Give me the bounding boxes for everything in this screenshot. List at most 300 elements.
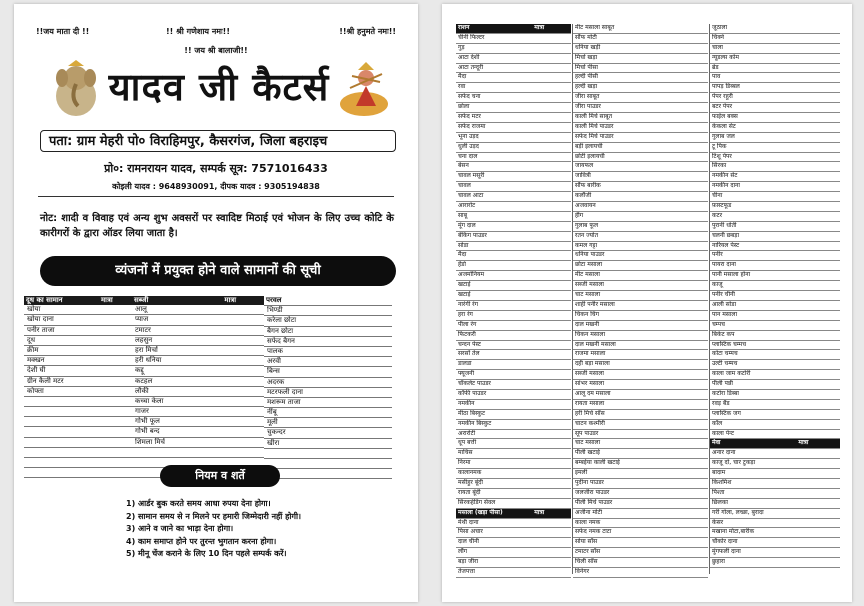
list-item [264,367,392,377]
rule-item: 1) आर्डर बुक करते समय आधा रुपया देना होगा। [126,499,271,508]
grid-item-label: छुहारा [712,558,725,566]
list-item-label: प्याज [135,315,149,324]
grid-item [710,291,840,301]
list-item [132,346,264,356]
grid-item-label: हल्दी खड़ा [575,83,598,91]
grid-item-label: पुदीना पाउडर [575,478,604,486]
grid-item-label: सफेद राजमा [458,122,486,130]
list-item-label: बैगन छोटा [267,326,294,335]
grid-item-label: मसीहुर बूंदी [458,478,483,486]
grid-item-label: पानी मसाला होना [712,271,751,279]
grid-item [710,400,840,410]
grid-item-label: मैदा [458,251,467,259]
list-item-label: खोया [27,305,41,314]
grid-item [710,489,840,499]
grid-item [710,24,840,34]
grid-item [710,390,840,400]
list-item [264,428,392,438]
grid-item [573,103,708,113]
address-label: पता: [49,134,73,149]
list-column-vegetables [132,296,264,478]
section-header-label: मसाला (खड़ा पीसा) [458,508,503,516]
grid-item-label: चावल [458,182,471,190]
grid-item-label: काला पेन्ट [712,429,735,437]
grid-item-label: चाट मसाला [575,439,601,447]
grid-item [456,410,571,420]
grid-item [710,172,840,182]
grid-item [710,538,840,548]
grid-item [710,222,840,232]
rules-title: नियम व शर्ते [160,465,280,487]
grid-item-label: धूप बत्ती [458,439,477,447]
grid-item [710,103,840,113]
grid-item-label: मुंगफली दाना [712,548,741,556]
grid-item [573,83,708,93]
list-item [24,397,134,407]
grid-item-label: चलनी छबड़ा [712,231,740,239]
grid-item [573,479,708,489]
grid-item-label: मीट मसाला साबूत [575,24,615,31]
grid-item [710,123,840,133]
grid-item-label: सब्जी मसाला [575,370,604,378]
grid-item [573,538,708,548]
grid-item [573,93,708,103]
grid-item-label: माचिस [458,449,473,457]
grid-section-header [710,439,840,449]
grid-item-label: जलजीरा पाउडर [575,488,610,496]
address-box [40,130,396,152]
list-item-label: गोभी फूल [135,417,160,426]
grid-item [573,360,708,370]
list-column-vegetables-2 [264,296,392,479]
grid-item [456,538,571,548]
grid-item-label: राजमा मसाला [575,350,606,358]
list-item [24,305,134,315]
grid-item-label: आलू दम मसाला [575,389,611,397]
grid-item [456,430,571,440]
grid-item-label: धनिया पाउडर [575,251,605,259]
grid-item [456,311,571,321]
list-item [264,408,392,418]
grid-item [573,271,708,281]
grid-item [456,301,571,311]
grid-item-label: कॉल [712,419,723,427]
grid-item-label: सोया सॉस [575,538,598,546]
grid-item-label: न्यूडल्स कोम [712,53,739,61]
list-item [24,346,134,356]
list-item-label: नींबू [267,408,277,417]
grid-item-label: छोटा मसाला [575,261,603,269]
grid-item [573,370,708,380]
grid-item [573,331,708,341]
grid-item-label: टिशू पेपर [712,152,732,160]
section-header-label: मेवा [712,439,721,447]
grid-item-label: लौंग [458,548,468,556]
grid-item-label: फाईल बक्स [712,113,738,121]
grid-item-label: सफेद नमक टाटा [575,528,612,536]
grid-item-label: शाही पनीर मसाला [575,300,615,308]
rule-item: 5) मीनू चेंज कराने के लिए 10 दिन पहले सम्पर्क करें। [126,549,287,558]
grid-item-label: काजू दो, चार टुकड़ा [712,459,756,467]
list-item [132,427,264,437]
list-item-label: कोफ्ता [27,386,44,395]
rule-item: 2) सामान समय से न मिलने पर हमारी जिम्मेदारी नहीं होगी। [126,511,302,521]
grid-item-label: बिकेट कप [712,330,735,338]
grid-item-label: पीली पन्नी [712,380,733,388]
grid-item [456,558,571,568]
list-item-label: देशी घी [27,366,46,375]
list-item [24,427,134,437]
list-item [132,336,264,346]
grid-item-label: खटाई [458,281,471,289]
list-header-label: दूध का सामान [26,296,63,304]
grid-item-label: रवड़ बैंड [712,399,730,407]
grid-item [573,182,708,192]
address-text: ग्राम मेहरी पो० विराहिमपुर, कैसरगंज, जिला बहराइच [76,134,328,149]
list-item-label: भिण्डी [267,306,283,315]
grid-item-label: गुड़ [458,43,465,51]
grid-item-label: बड़ी इलायची [575,142,603,150]
list-item [132,438,264,448]
blessing-right: !!श्री हनुमते नमः!! [339,27,396,36]
grid-item [573,192,708,202]
grid-item-label: काली मिर्च साबूत [575,113,613,121]
grid-item [573,212,708,222]
grid-item-label: चम्पच [712,320,725,328]
grid-item-label: अनार दाना [712,449,736,457]
grid-item-label: चॉकलेट पाउडर [458,380,491,388]
grid-item [710,350,840,360]
grid-item-label: चीनी फिल्टर [458,33,485,41]
grid-item [456,449,571,459]
list-header-qty: मात्रा [101,296,113,304]
grid-item-label: अजीना मोटी [575,508,603,516]
grid-item-label: चना दाल [458,152,478,160]
list-item [24,417,134,427]
grid-item-label: चिकन मसाला [575,330,606,338]
menu-page-front [14,4,418,602]
grid-item-label: फ़ास्टफूड [712,202,732,210]
grid-item [456,479,571,489]
grid-item-label: कोटा चम्मच [712,350,738,358]
grid-item [456,350,571,360]
grid-item-label: बेसन [458,162,469,170]
grid-item [573,459,708,469]
grid-item-label: जावित्री [575,172,591,180]
grid-item [456,380,571,390]
grid-item-label: पुरानी धोती [712,221,737,229]
grid-item [456,103,571,113]
grid-item [456,331,571,341]
grid-item [456,251,571,261]
grid-item-label: अजवायन [575,202,596,210]
list-item [24,387,134,397]
grid-item [456,341,571,351]
grid-item-label: पाव [712,73,721,81]
grid-item-label: विनेगर [575,567,590,575]
list-item-label: कद्दू [135,366,144,375]
grid-item [456,182,571,192]
grid-item-label: हेंडो [458,261,466,269]
grid-item-label: सौंफ मोटी [575,33,597,41]
grid-item [573,34,708,44]
grid-item [573,420,708,430]
grid-item [573,449,708,459]
list-item [132,366,264,376]
list-item-label: लहसुन [135,335,153,344]
grid-item [456,222,571,232]
section-qty-label: मात्रा [798,439,809,447]
list-item-label: खोया दाना [27,315,54,324]
grid-item-label: पेपर रहुरी [712,93,733,101]
list-item-label: ग्रीन कैली मटर [27,376,64,385]
list-item [264,418,392,428]
grid-item-label: गुलाब फूल [575,221,599,229]
grid-item [573,251,708,261]
grid-item [710,54,840,64]
grid-item-label: सोडा [458,241,469,249]
grid-item-label: ब्रेड [712,63,719,71]
grid-item [456,271,571,281]
grid-item-label: कटोरा डिब्बा [712,389,739,397]
grid-item-label: चावल आटा [458,192,484,200]
section-qty-label: मात्रा [534,508,545,516]
grid-item-label: छिलका [712,498,728,506]
grid-item-label: सफेद मटर [458,113,481,121]
grid-item [710,331,840,341]
grid-item-label: दाल चीनी [458,538,479,546]
grid-item-label: अरारोटी [458,429,476,437]
list-item [264,449,392,459]
list-item [132,387,264,397]
grid-item [573,44,708,54]
list-column-dairy [24,296,134,478]
list-item-label: कच्चा केला [135,396,164,405]
grid-item-label: नमकीन दाना [712,182,740,190]
grid-item [573,548,708,558]
grid-item-label: पायरा दाना [712,261,736,269]
list-header [264,296,392,306]
grid-item [710,311,840,321]
list-item [132,397,264,407]
list-item [264,439,392,449]
grid-item-label: साबू [458,211,468,219]
grid-item [710,83,840,93]
grid-item-label: मेथी दाना [458,518,479,526]
grid-item-label: कालानमक [458,469,482,477]
grid-item [456,420,571,430]
blessing-middle: !! श्री गणेशाय नमः!! [166,27,230,36]
list-item-label: गाजर [135,407,149,416]
list-item-label: शिमला मिर्च [135,437,165,446]
list-item [132,448,264,458]
grid-item [456,281,571,291]
grid-item-label: धनिया खड़ी [575,43,601,51]
menu-page-back [442,4,852,602]
grid-item [573,281,708,291]
list-item [264,316,392,326]
grid-item [456,548,571,558]
grid-item [456,93,571,103]
list-item-label: पालक [267,346,283,355]
list-header [132,296,264,305]
durga-logo-icon [336,60,394,120]
grid-item [573,301,708,311]
list-item-label: अरवी [267,357,281,366]
grid-item-label: कटर [712,211,723,219]
grid-item [710,449,840,459]
grid-item-label: जूठाला [712,24,728,31]
grid-item-label: पनीर चीनी [712,291,735,299]
grid-item-label: सफेद चना [458,93,481,101]
grid-item [456,172,571,182]
section-header-label: राशन [458,24,470,31]
list-item-label: क्रीम [27,345,39,354]
grid-item-label: छोटी इलायची [575,152,605,160]
grid-item-label: जायफल [575,162,594,170]
contacts-line: कोइली यादव : 9648930091, दीपक यादव : 9305194838 [112,182,320,191]
grid-item-label: बड़ा जीरा [458,558,479,566]
grid-item-label: सब्जी मसाला [575,281,604,289]
grid-item-label: जीरा साबूत [575,93,600,101]
list-item [264,337,392,347]
grid-item [573,242,708,252]
list-banner: व्यंजनों में प्रयुक्त होने वाले सामानों की सूची [40,256,396,286]
list-item-label: अदरक [267,377,285,386]
list-item-label: चुकन्दर [267,428,286,437]
column-separator [572,24,573,574]
list-item-label: मक्खन [27,356,45,365]
grid-item [710,301,840,311]
grid-item-label: पान मसाला [712,310,738,318]
list-item [132,417,264,427]
grid-item-label: फ्यूजनी [458,370,475,378]
grid-item [710,192,840,202]
grid-item [710,479,840,489]
grid-item [573,380,708,390]
list-item [264,357,392,367]
grid-item-label: गुलाब जल [712,132,735,140]
grid-item-label: रायता मसाला [575,399,605,407]
grid-item-label: पिश्ता [712,488,725,496]
grid-item [710,509,840,519]
grid-item [456,360,571,370]
grid-item [710,420,840,430]
grid-item [573,73,708,83]
list-item [132,377,264,387]
grid-item-label: सांभर मसाला [575,380,605,388]
grid-item [456,291,571,301]
grid-item [710,212,840,222]
grid-item [573,172,708,182]
grid-item-label: छोला [458,103,470,111]
list-item [132,305,264,315]
list-item [24,336,134,346]
grid-item [456,143,571,153]
blessing-center: !! जय श्री बालाजी!! [184,46,248,55]
grid-item [573,519,708,529]
grid-item-label: केसर [712,518,724,526]
grid-item-label: आटा तन्दूरी [458,63,484,71]
grid-item [456,321,571,331]
grid-item-label: निरमा [458,459,471,467]
grid-item-label: प्लास्टिक जग [712,409,741,417]
grid-item [456,212,571,222]
grid-item [573,390,708,400]
grid-item [456,153,571,163]
grid-item [456,469,571,479]
grid-item-label: हींग [575,211,584,219]
grid-item-label: हरी मिर्च सॉस [575,409,605,417]
list-header-qty: मात्रा [224,296,237,304]
note-text: नोट: शादी व विवाह एवं अन्य शुभ अवसरों पर स्वादिष्ट मिठाई एवं भोजन के लिए उच्च कोटि के कारीगरों के द्वारा ऑडर लिया जाता है। [40,213,394,239]
list-item [264,469,392,479]
list-item [24,315,134,325]
list-item [24,438,134,448]
grid-item [710,430,840,440]
grid-item-label: हरा रंग [458,310,473,318]
grid-item-label: चिकन चिंग [575,310,599,318]
grid-item-label: पनीर [712,251,723,259]
grid-item [456,192,571,202]
grid-item [456,390,571,400]
grid-item [710,558,840,568]
grid-item-label: पापड़ डिब्बल [712,83,740,91]
grid-item [710,321,840,331]
grid-item [456,370,571,380]
grid-item [573,469,708,479]
grid-item-label: आटा देशी [458,53,480,61]
grid-item [573,291,708,301]
list-item [24,407,134,417]
rules-list [126,498,301,561]
grid-item-label: डालडा [458,360,472,368]
grid-item [573,499,708,509]
grid-item [456,202,571,212]
grid-item [710,360,840,370]
grid-item [710,528,840,538]
grid-item-label: दाल मखनी मसाला [575,340,616,348]
grid-item [710,548,840,558]
list-header [24,296,134,305]
grid-item [573,568,708,578]
grid-item-label: जीरा पाउडर [575,103,601,111]
list-item [24,326,134,336]
grid-item-label: चिक्ने [712,33,724,41]
grid-item [710,162,840,172]
grid-item [710,44,840,54]
grid-item [573,509,708,519]
grid-item-label: चाट मसाला [575,291,601,299]
grid-item-label: बम्बईया काली खटाई [575,459,620,467]
grid-item [456,34,571,44]
grid-item [573,321,708,331]
grid-item [456,519,571,529]
grid-section-header [456,509,571,519]
grid-item [456,113,571,123]
grid-item-label: काली मिर्च पाउडर [575,122,614,130]
grocery-column-1 [456,24,571,578]
grid-item [710,93,840,103]
list-item [132,326,264,336]
grid-item-label: मूंग दाल [458,221,476,229]
list-item-label: पनीर ताजा [27,325,55,334]
grid-item [573,311,708,321]
list-item [24,356,134,366]
grid-item-label: तेजपत्ता [458,567,475,575]
grid-item-label: चाटन कश्मीरी [575,419,605,427]
list-item-label: मूली [267,418,278,427]
